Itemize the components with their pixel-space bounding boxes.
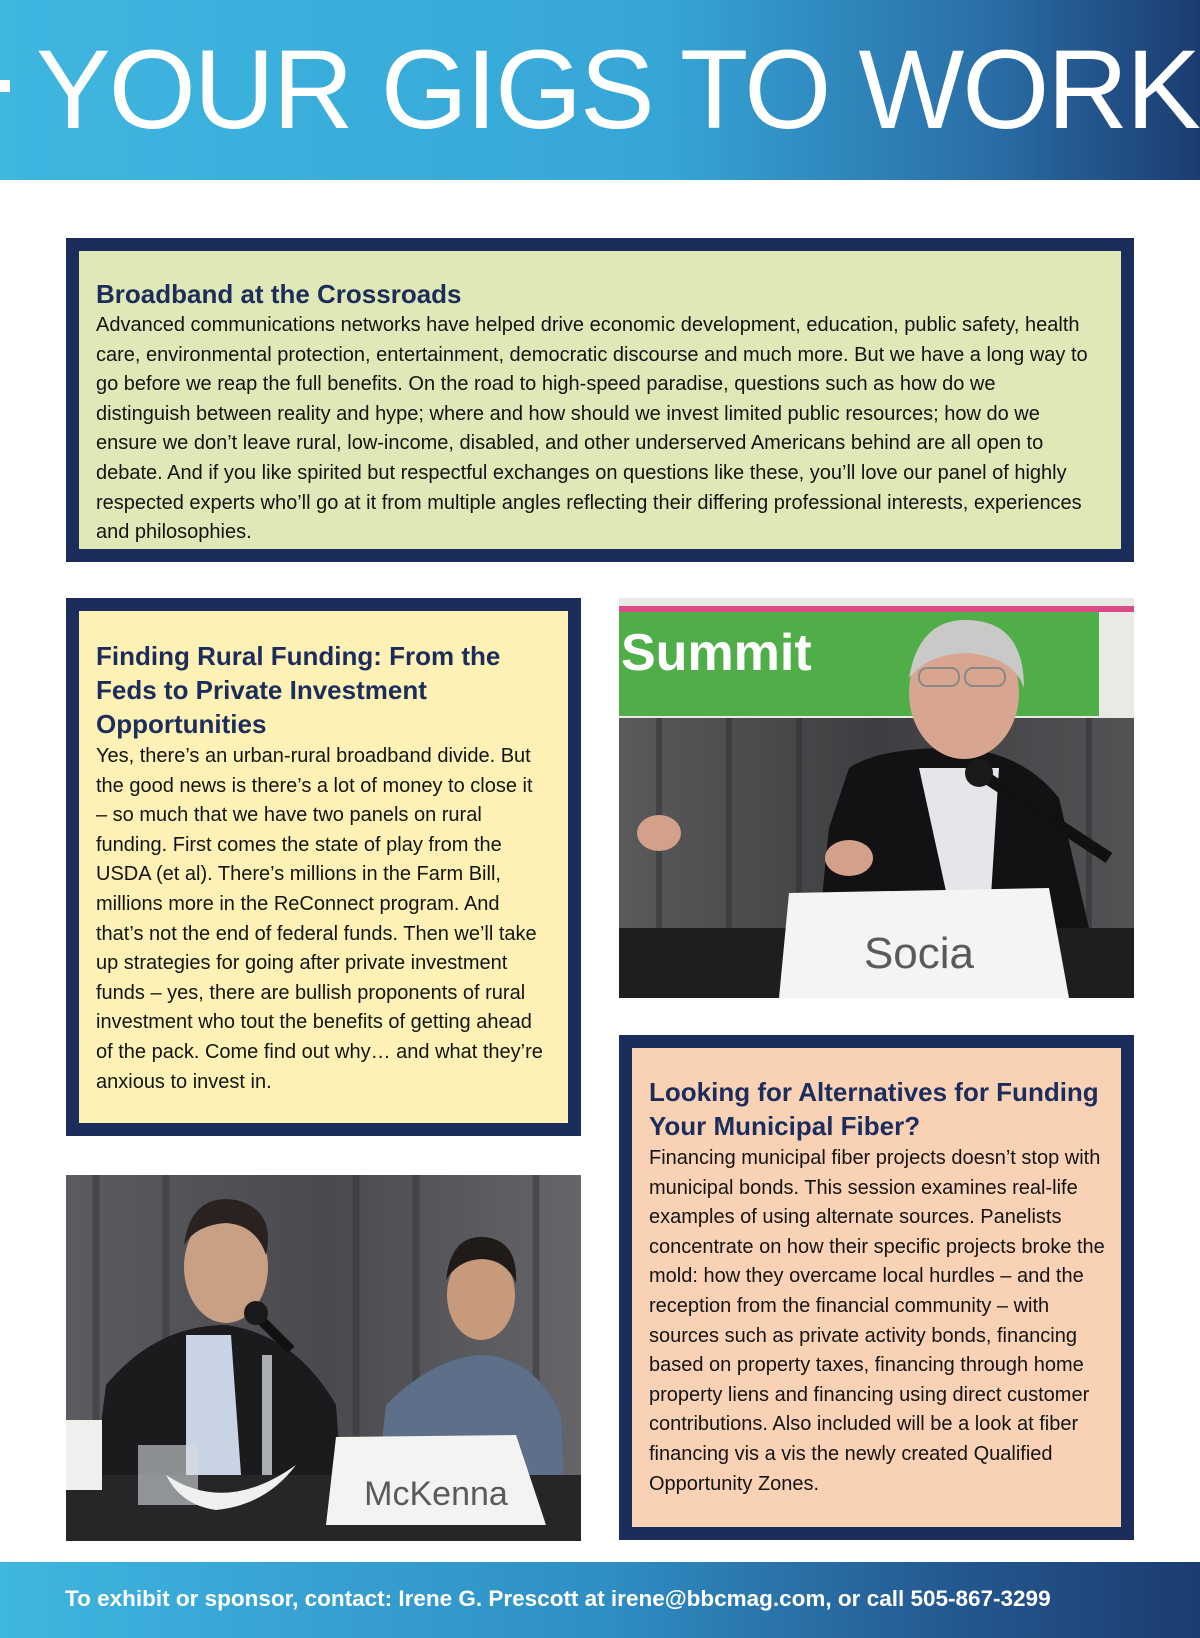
crossroads-body: Advanced communications networks have helped drive economic development, education, public safety, health care, environmental protection, entertainment, democratic discourse and much more. But we have a long way to go before we reap the full benefits. On the road to high-speed paradise, questions such as how do we distinguish between reality and hype; where and how should we invest limited public resources; how do we ensure we don’t leave rural, low-income, disabled, and other underserved Americans behind are all open to debate. And if you like spirited but respectful exchanges on questions like these, you’ll love our panel of highly respected experts who’ll go at it from multiple angles reflecting their differing professional interests, experiences and philosophies. bbox=[96, 314, 1088, 544]
page-title: YOUR GIGS TO WORK bbox=[36, 27, 1199, 152]
footer-banner bbox=[0, 1562, 1200, 1638]
crossroads-title: Broadband at the Crossroads bbox=[96, 279, 462, 309]
banner-summit-text: Summit bbox=[621, 624, 812, 682]
sponsor-contact-text: To exhibit or sponsor, contact: Irene G. Prescott at irene@bbcmag.com, or call 505-867-3299 bbox=[65, 1586, 1051, 1611]
header-dash-mark bbox=[0, 80, 10, 92]
nameplate-mckenna: McKenna bbox=[364, 1475, 508, 1513]
rural-funding-title: Finding Rural Funding: From the Feds to Private Investment Opportunities bbox=[96, 641, 501, 739]
municipal-fiber-body: Financing municipal fiber projects doesn’t stop with municipal bonds. This session examines real-life examples of using alternate sources. Panelists concentrate on how their specific projects broke the mold: how they overcame local hurdles – and the reception from the financial community – with sources such as private activity bonds, financing based on property taxes, financing through home property liens and financing using direct customer contributions. Also included will be a look at fiber financing vis a vis the newly created Qualified Opportunity Zones. bbox=[649, 1147, 1105, 1495]
municipal-fiber-title: Looking for Alternatives for Funding Your Municipal Fiber? bbox=[649, 1077, 1099, 1141]
header-banner bbox=[0, 0, 1200, 180]
municipal-fiber-section bbox=[619, 1035, 1134, 1540]
crossroads-section bbox=[66, 238, 1134, 562]
speaker-photo-mckenna bbox=[66, 1175, 581, 1541]
nameplate-socia: Socia bbox=[863, 929, 975, 978]
rural-funding-section bbox=[66, 598, 581, 1136]
rural-funding-body: Yes, there’s an urban-rural broadband divide. But the good news is there’s a lot of money to close it – so much that we have two panels on rural funding. First comes the state of play from the USDA (et al). There’s millions in the Farm Bill, millions more in the ReConnect program. And that’s not the end of federal funds. Then we’ll take up strategies for going after private investment funds – yes, there are bullish proponents of rural investment who tout the benefits of getting ahead of the pack. Come find out why… and what they’re anxious to invest in. bbox=[96, 745, 543, 1093]
speaker-photo-socia bbox=[619, 598, 1134, 998]
